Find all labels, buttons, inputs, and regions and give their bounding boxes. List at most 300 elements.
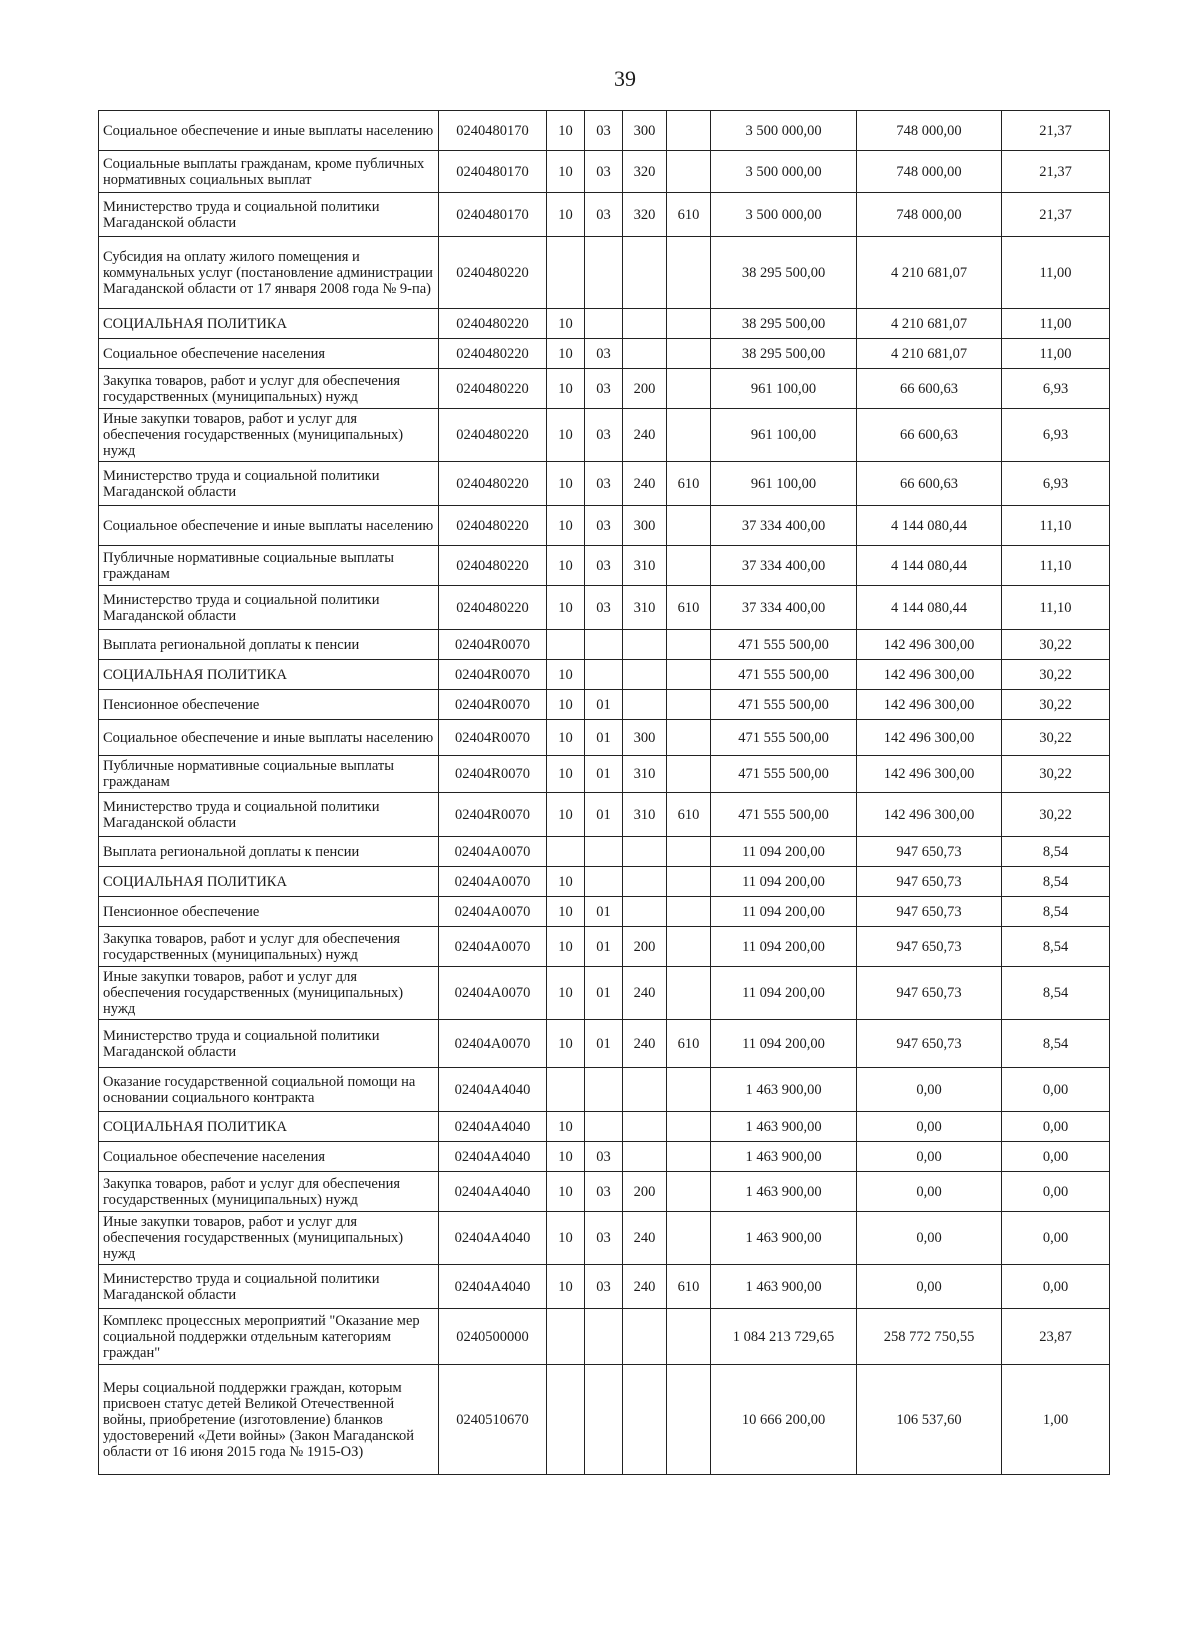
row-admin-code: [667, 1172, 711, 1212]
row-name: Пенсионное обеспечение: [99, 690, 439, 720]
row-planned-amount: 37 334 400,00: [711, 506, 857, 546]
row-expense-type: [623, 237, 667, 309]
row-actual-amount: 142 496 300,00: [857, 720, 1002, 756]
row-section: 10: [547, 660, 585, 690]
row-subsection: [585, 630, 623, 660]
row-actual-amount: 947 650,73: [857, 1020, 1002, 1068]
row-subsection: 01: [585, 1020, 623, 1068]
row-subsection: 03: [585, 111, 623, 151]
row-section: [547, 1068, 585, 1112]
table-body: [99, 111, 1110, 1475]
row-subsection: 03: [585, 462, 623, 506]
row-planned-amount: 37 334 400,00: [711, 586, 857, 630]
row-target-code: 02404A0070: [439, 1020, 547, 1068]
row-actual-amount: 106 537,60: [857, 1365, 1002, 1475]
table-row: [99, 237, 1110, 309]
row-execution-percent: 23,87: [1002, 1309, 1110, 1365]
table-row: [99, 546, 1110, 586]
row-execution-percent: 21,37: [1002, 111, 1110, 151]
row-name: Меры социальной поддержки граждан, которым присвоен статус детей Великой Отечественной войны, приобретение (изготовление) бланков удостоверений «Дети войны» (Закон Магаданской области от 16 июня 2015 года № 1915-ОЗ): [99, 1365, 439, 1475]
row-actual-amount: 0,00: [857, 1265, 1002, 1309]
row-execution-percent: 1,00: [1002, 1365, 1110, 1475]
row-planned-amount: 961 100,00: [711, 462, 857, 506]
row-planned-amount: 11 094 200,00: [711, 867, 857, 897]
row-expense-type: [623, 837, 667, 867]
row-section: [547, 237, 585, 309]
row-planned-amount: 471 555 500,00: [711, 756, 857, 793]
row-name: Выплата региональной доплаты к пенсии: [99, 630, 439, 660]
row-actual-amount: 0,00: [857, 1142, 1002, 1172]
row-planned-amount: 11 094 200,00: [711, 1020, 857, 1068]
row-actual-amount: 947 650,73: [857, 897, 1002, 927]
row-subsection: [585, 1309, 623, 1365]
row-execution-percent: 30,22: [1002, 690, 1110, 720]
row-subsection: 01: [585, 720, 623, 756]
row-admin-code: [667, 339, 711, 369]
table-row: [99, 151, 1110, 193]
row-planned-amount: 961 100,00: [711, 369, 857, 409]
row-subsection: 01: [585, 967, 623, 1020]
row-name: СОЦИАЛЬНАЯ ПОЛИТИКА: [99, 660, 439, 690]
row-planned-amount: 37 334 400,00: [711, 546, 857, 586]
row-actual-amount: 142 496 300,00: [857, 630, 1002, 660]
row-subsection: 03: [585, 339, 623, 369]
row-actual-amount: 4 144 080,44: [857, 546, 1002, 586]
row-admin-code: [667, 1309, 711, 1365]
row-name: Оказание государственной социальной помощи на основании социального контракта: [99, 1068, 439, 1112]
row-expense-type: 310: [623, 756, 667, 793]
table-row: [99, 339, 1110, 369]
row-name: Иные закупки товаров, работ и услуг для обеспечения государственных (муниципальных) нужд: [99, 1212, 439, 1265]
row-admin-code: [667, 897, 711, 927]
row-target-code: 02404A4040: [439, 1172, 547, 1212]
row-execution-percent: 11,00: [1002, 237, 1110, 309]
row-subsection: [585, 309, 623, 339]
row-planned-amount: 1 463 900,00: [711, 1112, 857, 1142]
table-row: [99, 369, 1110, 409]
table-row: [99, 1265, 1110, 1309]
row-execution-percent: 21,37: [1002, 151, 1110, 193]
row-target-code: 0240480170: [439, 151, 547, 193]
row-section: 10: [547, 690, 585, 720]
row-planned-amount: 1 463 900,00: [711, 1142, 857, 1172]
row-actual-amount: 66 600,63: [857, 462, 1002, 506]
row-subsection: 01: [585, 793, 623, 837]
row-name: Закупка товаров, работ и услуг для обеспечения государственных (муниципальных) нужд: [99, 369, 439, 409]
row-target-code: 0240480220: [439, 309, 547, 339]
row-execution-percent: 8,54: [1002, 927, 1110, 967]
row-name: Закупка товаров, работ и услуг для обеспечения государственных (муниципальных) нужд: [99, 1172, 439, 1212]
row-subsection: [585, 837, 623, 867]
row-target-code: 0240480170: [439, 111, 547, 151]
row-subsection: 03: [585, 193, 623, 237]
table-row: [99, 111, 1110, 151]
row-admin-code: 610: [667, 793, 711, 837]
row-actual-amount: 0,00: [857, 1212, 1002, 1265]
row-execution-percent: 0,00: [1002, 1172, 1110, 1212]
row-expense-type: 310: [623, 793, 667, 837]
row-planned-amount: 38 295 500,00: [711, 309, 857, 339]
row-expense-type: 200: [623, 927, 667, 967]
row-target-code: 02404A4040: [439, 1112, 547, 1142]
row-expense-type: 240: [623, 1265, 667, 1309]
row-name: Министерство труда и социальной политики Магаданской области: [99, 462, 439, 506]
row-section: 10: [547, 369, 585, 409]
row-subsection: [585, 237, 623, 309]
row-section: [547, 1365, 585, 1475]
row-name: Иные закупки товаров, работ и услуг для обеспечения государственных (муниципальных) нужд: [99, 409, 439, 462]
row-subsection: [585, 1365, 623, 1475]
row-planned-amount: 471 555 500,00: [711, 793, 857, 837]
row-actual-amount: 947 650,73: [857, 967, 1002, 1020]
row-actual-amount: 0,00: [857, 1112, 1002, 1142]
row-section: 10: [547, 927, 585, 967]
table-row: [99, 927, 1110, 967]
row-planned-amount: 3 500 000,00: [711, 151, 857, 193]
row-section: 10: [547, 193, 585, 237]
row-expense-type: 310: [623, 586, 667, 630]
row-admin-code: 610: [667, 586, 711, 630]
row-expense-type: 200: [623, 1172, 667, 1212]
row-subsection: 01: [585, 756, 623, 793]
row-name: Министерство труда и социальной политики Магаданской области: [99, 586, 439, 630]
row-section: 10: [547, 897, 585, 927]
table-row: [99, 586, 1110, 630]
row-name: Публичные нормативные социальные выплаты гражданам: [99, 546, 439, 586]
row-actual-amount: 4 210 681,07: [857, 339, 1002, 369]
row-target-code: 02404A4040: [439, 1142, 547, 1172]
row-section: 10: [547, 151, 585, 193]
row-subsection: 01: [585, 927, 623, 967]
row-execution-percent: 8,54: [1002, 967, 1110, 1020]
table-row: [99, 1112, 1110, 1142]
row-section: 10: [547, 506, 585, 546]
row-subsection: 03: [585, 506, 623, 546]
row-expense-type: 240: [623, 409, 667, 462]
row-name: Закупка товаров, работ и услуг для обеспечения государственных (муниципальных) нужд: [99, 927, 439, 967]
row-target-code: 0240480220: [439, 339, 547, 369]
row-section: 10: [547, 462, 585, 506]
row-admin-code: [667, 720, 711, 756]
row-name: Выплата региональной доплаты к пенсии: [99, 837, 439, 867]
row-name: Комплекс процессных мероприятий "Оказание мер социальной поддержки отдельным категориям граждан": [99, 1309, 439, 1365]
table-row: [99, 1309, 1110, 1365]
row-section: [547, 1309, 585, 1365]
row-target-code: 02404R0070: [439, 690, 547, 720]
row-actual-amount: 947 650,73: [857, 837, 1002, 867]
row-section: [547, 837, 585, 867]
row-expense-type: 310: [623, 546, 667, 586]
row-actual-amount: 4 210 681,07: [857, 237, 1002, 309]
row-subsection: 03: [585, 151, 623, 193]
page-number: 39: [614, 66, 636, 91]
row-admin-code: [667, 111, 711, 151]
row-admin-code: [667, 1068, 711, 1112]
row-actual-amount: 748 000,00: [857, 193, 1002, 237]
row-section: 10: [547, 586, 585, 630]
row-name: Пенсионное обеспечение: [99, 897, 439, 927]
row-admin-code: 610: [667, 193, 711, 237]
row-name: Иные закупки товаров, работ и услуг для обеспечения государственных (муниципальных) нужд: [99, 967, 439, 1020]
row-planned-amount: 10 666 200,00: [711, 1365, 857, 1475]
row-actual-amount: 258 772 750,55: [857, 1309, 1002, 1365]
row-planned-amount: 11 094 200,00: [711, 967, 857, 1020]
table-row: [99, 793, 1110, 837]
table-row: [99, 690, 1110, 720]
row-target-code: 02404R0070: [439, 720, 547, 756]
table-row: [99, 1365, 1110, 1475]
row-actual-amount: 947 650,73: [857, 927, 1002, 967]
row-actual-amount: 748 000,00: [857, 111, 1002, 151]
row-execution-percent: 8,54: [1002, 867, 1110, 897]
row-section: 10: [547, 1172, 585, 1212]
row-section: 10: [547, 309, 585, 339]
row-section: 10: [547, 546, 585, 586]
row-admin-code: [667, 409, 711, 462]
row-admin-code: [667, 690, 711, 720]
row-target-code: 02404R0070: [439, 660, 547, 690]
row-execution-percent: 30,22: [1002, 630, 1110, 660]
row-name: СОЦИАЛЬНАЯ ПОЛИТИКА: [99, 1112, 439, 1142]
row-name: Субсидия на оплату жилого помещения и коммунальных услуг (постановление администрации Магаданской области от 17 января 2008 года № 9-па): [99, 237, 439, 309]
table-row: [99, 409, 1110, 462]
row-expense-type: 240: [623, 462, 667, 506]
row-actual-amount: 947 650,73: [857, 867, 1002, 897]
row-target-code: 02404A0070: [439, 967, 547, 1020]
row-admin-code: [667, 309, 711, 339]
row-execution-percent: 0,00: [1002, 1068, 1110, 1112]
row-target-code: 02404A4040: [439, 1212, 547, 1265]
table-row: [99, 506, 1110, 546]
row-actual-amount: 4 210 681,07: [857, 309, 1002, 339]
row-subsection: 03: [585, 369, 623, 409]
row-section: [547, 630, 585, 660]
row-execution-percent: 6,93: [1002, 409, 1110, 462]
row-execution-percent: 8,54: [1002, 837, 1110, 867]
row-planned-amount: 1 463 900,00: [711, 1212, 857, 1265]
row-subsection: 03: [585, 546, 623, 586]
row-expense-type: 300: [623, 111, 667, 151]
row-admin-code: [667, 1212, 711, 1265]
table-row: [99, 309, 1110, 339]
row-execution-percent: 6,93: [1002, 369, 1110, 409]
row-name: Министерство труда и социальной политики Магаданской области: [99, 1265, 439, 1309]
row-expense-type: [623, 339, 667, 369]
row-execution-percent: 0,00: [1002, 1265, 1110, 1309]
row-expense-type: [623, 1112, 667, 1142]
row-name: Социальные выплаты гражданам, кроме публичных нормативных социальных выплат: [99, 151, 439, 193]
row-target-code: 0240510670: [439, 1365, 547, 1475]
row-name: Социальное обеспечение и иные выплаты населению: [99, 111, 439, 151]
row-execution-percent: 0,00: [1002, 1142, 1110, 1172]
row-section: 10: [547, 1142, 585, 1172]
table-row: [99, 897, 1110, 927]
row-name: Социальное обеспечение и иные выплаты населению: [99, 506, 439, 546]
row-actual-amount: 66 600,63: [857, 409, 1002, 462]
table-row: [99, 1212, 1110, 1265]
row-expense-type: [623, 660, 667, 690]
row-target-code: 0240480170: [439, 193, 547, 237]
row-name: Социальное обеспечение населения: [99, 1142, 439, 1172]
row-subsection: 01: [585, 690, 623, 720]
row-target-code: 02404R0070: [439, 793, 547, 837]
row-section: 10: [547, 793, 585, 837]
row-admin-code: [667, 1142, 711, 1172]
table-row: [99, 756, 1110, 793]
table-row: [99, 967, 1110, 1020]
table-row: [99, 630, 1110, 660]
row-planned-amount: 38 295 500,00: [711, 237, 857, 309]
row-planned-amount: 961 100,00: [711, 409, 857, 462]
row-expense-type: 320: [623, 193, 667, 237]
row-name: Министерство труда и социальной политики Магаданской области: [99, 793, 439, 837]
table-row: [99, 1020, 1110, 1068]
row-admin-code: [667, 1112, 711, 1142]
row-expense-type: [623, 867, 667, 897]
row-expense-type: 200: [623, 369, 667, 409]
table-row: [99, 837, 1110, 867]
row-admin-code: [667, 867, 711, 897]
table-row: [99, 1142, 1110, 1172]
row-planned-amount: 3 500 000,00: [711, 193, 857, 237]
row-section: 10: [547, 1265, 585, 1309]
row-actual-amount: 142 496 300,00: [857, 756, 1002, 793]
row-name: Министерство труда и социальной политики Магаданской области: [99, 1020, 439, 1068]
table-row: [99, 1068, 1110, 1112]
row-section: 10: [547, 720, 585, 756]
row-target-code: 02404R0070: [439, 630, 547, 660]
row-expense-type: 240: [623, 1212, 667, 1265]
row-admin-code: [667, 837, 711, 867]
row-subsection: [585, 867, 623, 897]
row-actual-amount: 4 144 080,44: [857, 586, 1002, 630]
row-admin-code: 610: [667, 1020, 711, 1068]
row-execution-percent: 11,00: [1002, 309, 1110, 339]
row-expense-type: [623, 630, 667, 660]
row-execution-percent: 6,93: [1002, 462, 1110, 506]
row-planned-amount: 471 555 500,00: [711, 720, 857, 756]
row-target-code: 02404A4040: [439, 1068, 547, 1112]
row-actual-amount: 142 496 300,00: [857, 793, 1002, 837]
row-subsection: 03: [585, 1142, 623, 1172]
row-target-code: 02404A0070: [439, 927, 547, 967]
row-expense-type: [623, 309, 667, 339]
row-name: СОЦИАЛЬНАЯ ПОЛИТИКА: [99, 309, 439, 339]
row-expense-type: [623, 1365, 667, 1475]
row-actual-amount: 142 496 300,00: [857, 660, 1002, 690]
row-expense-type: 320: [623, 151, 667, 193]
row-execution-percent: 8,54: [1002, 897, 1110, 927]
row-target-code: 0240480220: [439, 409, 547, 462]
row-execution-percent: 0,00: [1002, 1112, 1110, 1142]
row-execution-percent: 30,22: [1002, 756, 1110, 793]
row-actual-amount: 0,00: [857, 1172, 1002, 1212]
row-admin-code: [667, 546, 711, 586]
row-subsection: 01: [585, 897, 623, 927]
row-expense-type: 300: [623, 720, 667, 756]
table-row: [99, 193, 1110, 237]
row-name: Социальное обеспечение населения: [99, 339, 439, 369]
row-target-code: 0240480220: [439, 546, 547, 586]
row-planned-amount: 38 295 500,00: [711, 339, 857, 369]
row-subsection: [585, 1112, 623, 1142]
row-admin-code: [667, 369, 711, 409]
row-target-code: 0240480220: [439, 369, 547, 409]
row-execution-percent: 30,22: [1002, 660, 1110, 690]
table-row: [99, 462, 1110, 506]
row-admin-code: [667, 151, 711, 193]
row-subsection: [585, 1068, 623, 1112]
row-subsection: 03: [585, 1265, 623, 1309]
row-subsection: 03: [585, 586, 623, 630]
row-actual-amount: 142 496 300,00: [857, 690, 1002, 720]
row-expense-type: [623, 1309, 667, 1365]
row-target-code: 02404A0070: [439, 867, 547, 897]
budget-table: [98, 110, 1110, 1475]
row-target-code: 0240500000: [439, 1309, 547, 1365]
row-admin-code: [667, 630, 711, 660]
row-name: Публичные нормативные социальные выплаты гражданам: [99, 756, 439, 793]
table-row: [99, 1172, 1110, 1212]
row-planned-amount: 1 463 900,00: [711, 1265, 857, 1309]
row-section: 10: [547, 111, 585, 151]
row-subsection: 03: [585, 1212, 623, 1265]
row-actual-amount: 0,00: [857, 1068, 1002, 1112]
row-section: 10: [547, 1020, 585, 1068]
row-planned-amount: 1 463 900,00: [711, 1172, 857, 1212]
table-row: [99, 660, 1110, 690]
row-section: 10: [547, 1112, 585, 1142]
row-subsection: 03: [585, 1172, 623, 1212]
row-execution-percent: 11,00: [1002, 339, 1110, 369]
row-expense-type: [623, 690, 667, 720]
row-target-code: 02404A0070: [439, 837, 547, 867]
row-section: 10: [547, 967, 585, 1020]
row-name: Министерство труда и социальной политики Магаданской области: [99, 193, 439, 237]
row-planned-amount: 1 084 213 729,65: [711, 1309, 857, 1365]
row-name: Социальное обеспечение и иные выплаты населению: [99, 720, 439, 756]
row-admin-code: [667, 506, 711, 546]
row-section: 10: [547, 756, 585, 793]
row-execution-percent: 30,22: [1002, 793, 1110, 837]
row-admin-code: [667, 967, 711, 1020]
row-planned-amount: 11 094 200,00: [711, 897, 857, 927]
row-planned-amount: 3 500 000,00: [711, 111, 857, 151]
row-admin-code: 610: [667, 462, 711, 506]
row-target-code: 0240480220: [439, 462, 547, 506]
table-row: [99, 720, 1110, 756]
row-planned-amount: 11 094 200,00: [711, 927, 857, 967]
row-expense-type: 240: [623, 1020, 667, 1068]
row-name: СОЦИАЛЬНАЯ ПОЛИТИКА: [99, 867, 439, 897]
row-expense-type: [623, 897, 667, 927]
row-target-code: 02404A0070: [439, 897, 547, 927]
row-planned-amount: 471 555 500,00: [711, 630, 857, 660]
table-row: [99, 867, 1110, 897]
row-section: 10: [547, 867, 585, 897]
row-execution-percent: 8,54: [1002, 1020, 1110, 1068]
row-planned-amount: 471 555 500,00: [711, 660, 857, 690]
row-target-code: 02404A4040: [439, 1265, 547, 1309]
row-actual-amount: 4 144 080,44: [857, 506, 1002, 546]
row-section: 10: [547, 409, 585, 462]
row-subsection: 03: [585, 409, 623, 462]
row-admin-code: [667, 237, 711, 309]
row-admin-code: [667, 927, 711, 967]
row-section: 10: [547, 339, 585, 369]
row-execution-percent: 11,10: [1002, 586, 1110, 630]
row-section: 10: [547, 1212, 585, 1265]
